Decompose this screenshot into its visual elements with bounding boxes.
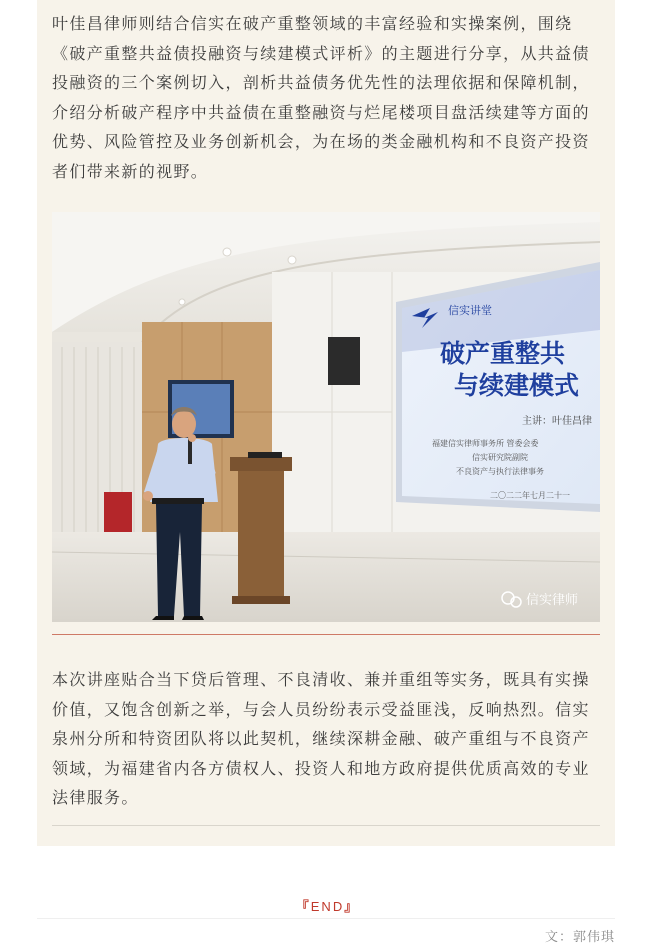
wechat-watermark	[502, 592, 578, 608]
article-paragraph-1: 叶佳昌律师则结合信实在破产重整领域的丰富经验和实操案例，围绕《破产重整共益债投融资与续建模式评析》的主题进行分享，从共益债投融资的三个案例切入，剖析共益债务优先性的法理依据和保障机制，介绍分析破产程序中共益债在重整融资与烂尾楼项目盘活续建等方面的优势、风险管控及业务创新机会，为在场的类金融机构和不良资产投资者们带来新的视野。	[52, 14, 590, 181]
lecture-photo	[52, 212, 600, 622]
footer-divider	[37, 918, 615, 919]
slide-title-line-2: 与续建模式	[454, 371, 580, 400]
slide-logo-text: 信实讲堂	[448, 305, 492, 317]
card-bottom-divider	[52, 825, 600, 826]
slide-info-2: 信实研究院副院	[472, 453, 528, 462]
slide-info-3: 不良资产与执行法律事务	[456, 467, 544, 476]
end-mark	[0, 896, 655, 915]
slide-date: 二〇二二年七月二十一	[490, 491, 570, 500]
slide-speaker: 主讲：叶佳昌律	[522, 416, 592, 427]
photo-divider	[52, 634, 600, 635]
slide-info-1: 福建信实律师事务所 管委会委	[432, 439, 539, 448]
slide-title-line-1: 破产重整共	[440, 339, 566, 368]
author-credit: 文：郭伟琪	[544, 930, 615, 945]
end-label: END	[310, 899, 345, 914]
watermark-text: 信实律师	[526, 593, 579, 608]
article-paragraph-2: 本次讲座贴合当下贷后管理、不良清收、兼并重组等实务，既具有实操价值，又饱含创新之举，与会人员纷纷表示受益匪浅，反响热烈。信实泉州分所和特资团队将以此契机，继续深耕金融、破产重组与不良资产领域，为福建省内各方债权人、投资人和地方政府提供优质高效的专业法律服务。	[52, 670, 590, 807]
end-open-bracket: 『	[295, 899, 311, 914]
end-close-bracket: 』	[344, 899, 360, 914]
